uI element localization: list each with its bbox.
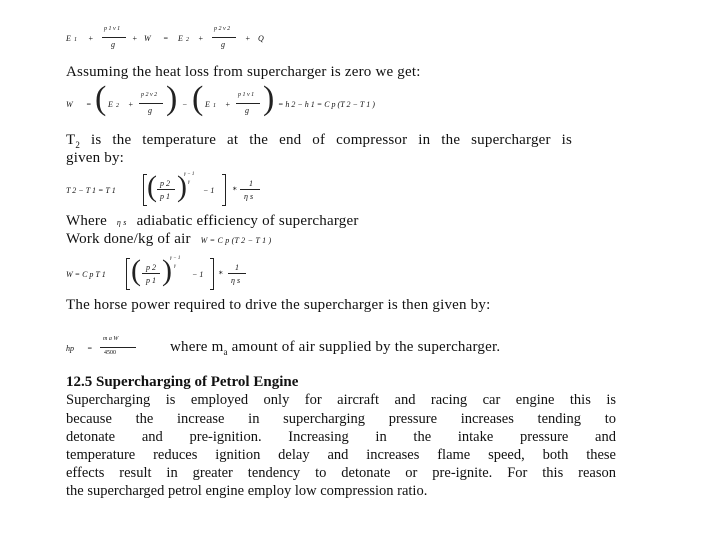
temperature-equation: T 2 − T 1 = T 1 ( p 2 p 1 ) γ − 1 γ − 1 ∗ 1 η s — [0, 170, 720, 214]
energy-equation-1: E 1 + p 1 v 1 g + W = E 2 + p 2 v 2 g + Q — [66, 26, 264, 49]
paragraph-line-6: the supercharged petrol engine employ low compression ratio. — [66, 483, 428, 499]
text-air-supplied: where $m_a$ amount of air supplied by the supercharger. — [170, 339, 501, 357]
paragraph-line-2: because the increase in supercharging pressure increases tending to — [66, 411, 616, 427]
text-assumption: Assuming the heat loss from supercharger is zero we get: — [66, 64, 421, 80]
energy-equation-2: W = ( E 2 + p 2 v 2 g ) − ( E 1 + p 1 v 1 g ) = h 2 − h 1 = C p (T 2 − T 1 ) — [66, 80, 375, 117]
paren-open-1: ( — [95, 80, 107, 117]
paren-close-2: ) — [263, 80, 275, 117]
text-horse-power: The horse power required to drive the supercharger is then given by: — [66, 297, 491, 313]
paragraph-line-3: detonate and pre-ignition. Increasing in the intake pressure and — [66, 429, 616, 445]
text-given-by: given by: — [66, 150, 125, 166]
text-t2-definition: $T_2$ is the temperature at the end of compressor in the supercharger is — [66, 132, 573, 150]
horse-power-equation: hp = m a W 4500 — [0, 334, 720, 364]
paragraph-line-4: temperature reduces ignition delay and increases flame speed, both these — [66, 447, 616, 463]
paragraph-line-1: Supercharging is employed only for aircraft and racing car engine this is — [66, 392, 616, 408]
paren-close-1: ) — [166, 80, 178, 117]
paragraph-line-5: effects result in greater tendency to detonate or pre-ignite. For this reason — [66, 465, 616, 481]
text-where-eta: Where η s adiabatic efficiency of supercharger — [66, 213, 359, 229]
section-heading: 12.5 Supercharging of Petrol Engine — [66, 374, 299, 390]
work-equation: W = C p T 1 ( p 2 p 1 ) γ − 1 γ − 1 ∗ 1 η s — [0, 254, 720, 294]
paren-open-2: ( — [192, 80, 204, 117]
text-work-done: Work done/kg of air W = C p (T 2 − T 1 ) — [66, 231, 272, 247]
